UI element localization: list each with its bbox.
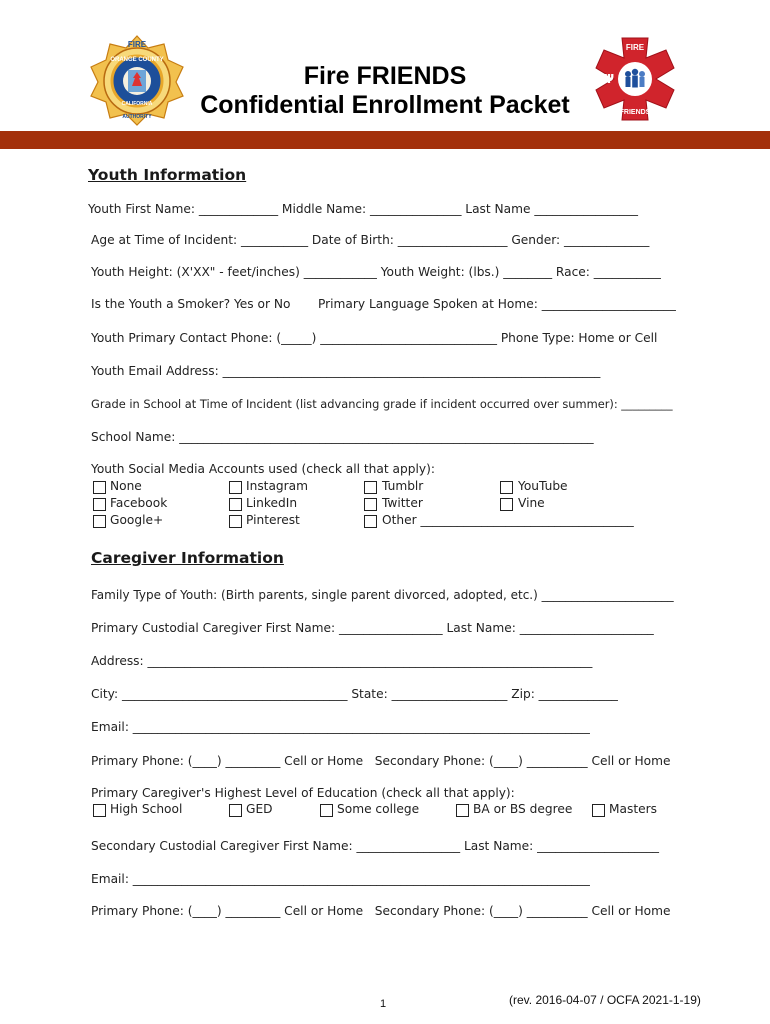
checkbox-label: High School <box>110 802 183 816</box>
page-number: 1 <box>380 998 387 1010</box>
youth-language-line[interactable]: Primary Language Spoken at Home: ______________________ <box>318 297 676 311</box>
logo-text-ring2: CALIFORNIA <box>121 101 153 107</box>
youth-grade-line[interactable]: Grade in School at Time of Incident (list advancing grade if incident occurred over summer): _________ <box>91 397 673 411</box>
youth-height-weight-race-line[interactable]: Youth Height: (X'XX" - feet/inches) ____________ Youth Weight: (lbs.) ________ Race: ___________ <box>91 265 661 279</box>
checkbox-facebook[interactable] <box>93 498 106 511</box>
youth-school-line[interactable]: School Name: ____________________________________________________________________ <box>91 430 594 444</box>
caregiver-phone-line[interactable]: Primary Phone: (____) _________ Cell or Home Secondary Phone: (____) __________ Cell or Home <box>91 754 671 768</box>
checkbox-label: Tumblr <box>382 479 424 493</box>
checkbox-label: Some college <box>337 802 420 816</box>
checkbox-masters[interactable] <box>592 804 605 817</box>
checkbox-some-college[interactable] <box>320 804 333 817</box>
checkbox-twitter[interactable] <box>364 498 377 511</box>
checkbox-tumblr[interactable] <box>364 481 377 494</box>
checkbox-instagram[interactable] <box>229 481 242 494</box>
checkbox-label: Pinterest <box>246 513 300 527</box>
education-prompt: Primary Caregiver's Highest Level of Education (check all that apply): <box>91 786 515 800</box>
logo-text-bottom: AUTHORITY <box>122 114 152 120</box>
city-state-zip-line[interactable]: City: _____________________________________ State: ___________________ Zip: _____________ <box>91 687 618 701</box>
checkbox-label: Vine <box>518 496 545 510</box>
youth-name-line[interactable]: Youth First Name: _____________ Middle Name: _______________ Last Name _________________ <box>88 202 638 216</box>
checkbox-label: Masters <box>609 802 657 816</box>
secondary-caregiver-name-line[interactable]: Secondary Custodial Caregiver First Name: _________________ Last Name: ____________________ <box>91 839 660 853</box>
checkbox-high-school[interactable] <box>93 804 106 817</box>
youth-smoker-line[interactable]: Is the Youth a Smoker? Yes or No <box>91 297 291 311</box>
checkbox-none[interactable] <box>93 481 106 494</box>
primary-caregiver-name-line[interactable]: Primary Custodial Caregiver First Name: _________________ Last Name: ______________________ <box>91 621 654 635</box>
logo2-text-top: FIRE <box>625 43 645 52</box>
checkbox-ged[interactable] <box>229 804 242 817</box>
checkbox-label: GED <box>246 802 273 816</box>
youth-section-heading: Youth Information <box>88 166 247 184</box>
youth-phone-line[interactable]: Youth Primary Contact Phone: (_____) _____________________________ Phone Type: Home or Cell <box>91 331 658 345</box>
logo-text-ring: ORANGE COUNTY <box>110 57 164 63</box>
caregiver-email-line[interactable]: Email: ___________________________________________________________________________ <box>91 720 590 734</box>
header-band <box>0 131 770 149</box>
checkbox-label-other[interactable]: Other ___________________________________ <box>382 513 634 527</box>
logo2-text-bottom: FRIENDS <box>619 109 651 116</box>
secondary-phone-line[interactable]: Primary Phone: (____) _________ Cell or Home Secondary Phone: (____) __________ Cell or Home <box>91 904 671 918</box>
checkbox-label: None <box>110 479 142 493</box>
social-media-prompt: Youth Social Media Accounts used (check all that apply): <box>91 462 435 476</box>
checkbox-label: Instagram <box>246 479 309 493</box>
checkbox-label: LinkedIn <box>246 496 298 510</box>
checkbox-other[interactable] <box>364 515 377 528</box>
youth-email-line[interactable]: Youth Email Address: ______________________________________________________________ <box>91 364 601 378</box>
page-title-line2: Confidential Enrollment Packet <box>200 91 570 119</box>
checkbox-youtube[interactable] <box>500 481 513 494</box>
youth-age-dob-gender-line[interactable]: Age at Time of Incident: ___________ Date of Birth: __________________ Gender: ______________ <box>91 233 650 247</box>
checkbox-ba-bs-degree[interactable] <box>456 804 469 817</box>
checkbox-linkedin[interactable] <box>229 498 242 511</box>
checkbox-label: Facebook <box>110 496 168 510</box>
logo-text-top: FIRE <box>127 40 147 49</box>
checkbox-vine[interactable] <box>500 498 513 511</box>
revision-note: (rev. 2016-04-07 / OCFA 2021-1-19) <box>509 993 701 1007</box>
page-title-line1: Fire FRIENDS <box>303 62 467 90</box>
address-line[interactable]: Address: _________________________________________________________________________ <box>91 654 593 668</box>
checkbox-label: YouTube <box>518 479 568 493</box>
checkbox-label: Twitter <box>382 496 423 510</box>
checkbox-label: Google+ <box>110 513 164 527</box>
secondary-email-line[interactable]: Email: ___________________________________________________________________________ <box>91 872 590 886</box>
caregiver-section-heading: Caregiver Information <box>91 549 284 567</box>
checkbox-label: BA or BS degree <box>473 802 573 816</box>
svg-text:Ψ: Ψ <box>603 72 615 86</box>
family-type-line[interactable]: Family Type of Youth: (Birth parents, single parent divorced, adopted, etc.) ______________________ <box>91 588 674 602</box>
checkbox-pinterest[interactable] <box>229 515 242 528</box>
checkbox-google-plus[interactable] <box>93 515 106 528</box>
